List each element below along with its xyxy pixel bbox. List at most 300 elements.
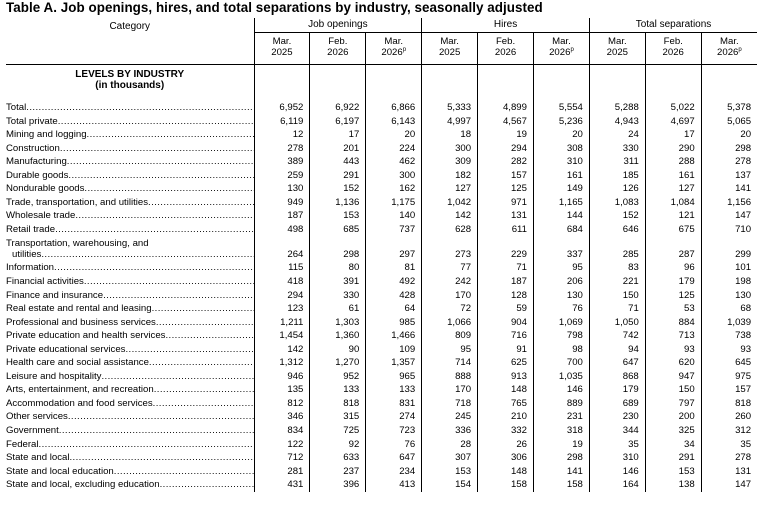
period-month: Mar.: [440, 36, 459, 47]
row-label: Professional and business services .....: [6, 316, 254, 330]
value-cell: 949: [254, 196, 310, 210]
value-cell: 1,211: [254, 316, 310, 330]
value-cell: 157: [701, 383, 757, 397]
table-header: [6, 18, 757, 65]
value-cell: 287: [645, 236, 701, 261]
value-cell: 714: [422, 356, 478, 370]
table-body: [6, 65, 757, 492]
row-label: Finance and insurance .....: [6, 289, 254, 303]
table-row: [6, 451, 757, 465]
value-cell: 59: [478, 302, 534, 316]
value-cell: 131: [701, 465, 757, 479]
preliminary-marker: p: [738, 46, 742, 53]
value-cell: 281: [254, 465, 310, 479]
value-cell: 198: [701, 275, 757, 289]
value-cell: 1,156: [701, 196, 757, 210]
value-cell: 1,042: [422, 196, 478, 210]
value-cell: 1,357: [366, 356, 422, 370]
value-cell: 884: [645, 316, 701, 330]
row-label: Construction .....: [6, 142, 254, 156]
value-cell: 346: [254, 410, 310, 424]
value-cell: 675: [645, 223, 701, 237]
value-cell: 130: [533, 289, 589, 303]
value-cell: 6,952: [254, 101, 310, 115]
table-row: [6, 356, 757, 370]
value-cell: 831: [366, 397, 422, 411]
row-label: Retail trade .....: [6, 223, 254, 237]
value-cell: 72: [422, 302, 478, 316]
value-cell: 94: [589, 343, 645, 357]
value-cell: 765: [478, 397, 534, 411]
value-cell: 798: [533, 329, 589, 343]
value-cell: 142: [422, 209, 478, 223]
period-header: [310, 33, 366, 65]
group-header-hires: Hires: [422, 18, 590, 33]
value-cell: 224: [366, 142, 422, 156]
value-cell: 689: [589, 397, 645, 411]
value-cell: 723: [366, 424, 422, 438]
value-cell: 625: [478, 356, 534, 370]
table-row: [6, 196, 757, 210]
value-cell: 179: [589, 383, 645, 397]
value-cell: 19: [533, 438, 589, 452]
value-cell: 64: [366, 302, 422, 316]
category-header: Category: [6, 18, 254, 65]
value-cell: 210: [478, 410, 534, 424]
value-cell: 185: [589, 169, 645, 183]
period-month: Mar.: [384, 36, 404, 47]
table-row: [6, 128, 757, 142]
value-cell: 645: [701, 356, 757, 370]
value-cell: 229: [478, 236, 534, 261]
value-cell: 264: [254, 236, 310, 261]
value-cell: 141: [533, 465, 589, 479]
value-cell: 1,312: [254, 356, 310, 370]
value-cell: 975: [701, 370, 757, 384]
value-cell: 4,567: [478, 115, 534, 129]
value-cell: 95: [533, 261, 589, 275]
value-cell: 315: [310, 410, 366, 424]
value-cell: 297: [366, 236, 422, 261]
value-cell: 164: [589, 478, 645, 492]
value-cell: 77: [422, 261, 478, 275]
value-cell: 147: [701, 478, 757, 492]
table-row: [6, 169, 757, 183]
value-cell: 5,065: [701, 115, 757, 129]
row-label: Real estate and rental and leasing .....: [6, 302, 254, 316]
period-year: 2026: [327, 47, 349, 58]
value-cell: 153: [645, 465, 701, 479]
value-cell: 413: [366, 478, 422, 492]
value-cell: 20: [366, 128, 422, 142]
row-label: Private education and health services .....: [6, 329, 254, 343]
table-container: [6, 18, 757, 492]
period-month: Feb.: [495, 36, 516, 47]
value-cell: 237: [310, 465, 366, 479]
value-cell: 137: [701, 169, 757, 183]
table-row: [6, 343, 757, 357]
value-cell: 150: [589, 289, 645, 303]
value-cell: 274: [366, 410, 422, 424]
value-cell: 952: [310, 370, 366, 384]
value-cell: 391: [310, 275, 366, 289]
value-cell: 6,866: [366, 101, 422, 115]
value-cell: 142: [254, 343, 310, 357]
row-label-line1: Transportation, warehousing, and: [6, 238, 149, 250]
value-cell: 337: [533, 236, 589, 261]
value-cell: 647: [589, 356, 645, 370]
value-cell: 1,039: [701, 316, 757, 330]
value-cell: 1,165: [533, 196, 589, 210]
value-cell: 83: [589, 261, 645, 275]
value-cell: 332: [478, 424, 534, 438]
value-cell: 125: [645, 289, 701, 303]
table-row: [6, 289, 757, 303]
value-cell: 971: [478, 196, 534, 210]
value-cell: 17: [310, 128, 366, 142]
table-row: [6, 302, 757, 316]
value-cell: 71: [478, 261, 534, 275]
value-cell: 92: [310, 438, 366, 452]
value-cell: 122: [254, 438, 310, 452]
row-label: Trade, transportation, and utilities .....: [6, 196, 254, 210]
period-header: [422, 33, 478, 65]
table-row: [6, 275, 757, 289]
value-cell: 133: [310, 383, 366, 397]
value-cell: 91: [478, 343, 534, 357]
row-label: Durable goods .....: [6, 169, 254, 183]
value-cell: 68: [701, 302, 757, 316]
row-label: [6, 236, 254, 261]
value-cell: 818: [310, 397, 366, 411]
period-header: [366, 33, 422, 65]
period-year: 2026: [662, 47, 684, 58]
value-cell: 5,333: [422, 101, 478, 115]
value-cell: 1,084: [645, 196, 701, 210]
value-cell: 310: [533, 155, 589, 169]
row-label: Total .....: [6, 101, 254, 115]
value-cell: 12: [254, 128, 310, 142]
group-header-job-openings: Job openings: [254, 18, 422, 33]
value-cell: 868: [589, 370, 645, 384]
value-cell: 947: [645, 370, 701, 384]
value-cell: 126: [589, 182, 645, 196]
value-cell: 306: [478, 451, 534, 465]
value-cell: 125: [478, 182, 534, 196]
value-cell: 797: [645, 397, 701, 411]
table-row: [6, 115, 757, 129]
value-cell: 148: [478, 465, 534, 479]
value-cell: 28: [422, 438, 478, 452]
value-cell: 144: [533, 209, 589, 223]
value-cell: 76: [366, 438, 422, 452]
jolts-table: [6, 18, 757, 492]
value-cell: 221: [589, 275, 645, 289]
value-cell: 170: [422, 289, 478, 303]
period-year: 2026$^p$: [381, 46, 407, 58]
value-cell: 336: [422, 424, 478, 438]
value-cell: 330: [310, 289, 366, 303]
value-cell: 904: [478, 316, 534, 330]
row-label: Wholesale trade .....: [6, 209, 254, 223]
value-cell: 179: [645, 275, 701, 289]
value-cell: 1,454: [254, 329, 310, 343]
value-cell: 818: [701, 397, 757, 411]
value-cell: 492: [366, 275, 422, 289]
period-month: Mar.: [272, 36, 292, 47]
table-row: [6, 209, 757, 223]
period-header: [478, 33, 534, 65]
value-cell: 206: [533, 275, 589, 289]
period-year: 2025: [606, 47, 628, 58]
value-cell: 98: [533, 343, 589, 357]
value-cell: 965: [366, 370, 422, 384]
value-cell: 285: [589, 236, 645, 261]
period-header: [701, 33, 757, 65]
value-cell: 809: [422, 329, 478, 343]
value-cell: 34: [645, 438, 701, 452]
value-cell: 18: [422, 128, 478, 142]
value-cell: 153: [310, 209, 366, 223]
value-cell: 5,378: [701, 101, 757, 115]
row-label-line2: utilities .....: [6, 249, 254, 260]
value-cell: 19: [478, 128, 534, 142]
period-year: 2026$^p$: [717, 46, 742, 58]
table-row: [6, 155, 757, 169]
value-cell: 154: [422, 478, 478, 492]
value-cell: 146: [589, 465, 645, 479]
value-cell: 716: [478, 329, 534, 343]
table-row: [6, 223, 757, 237]
value-cell: 158: [533, 478, 589, 492]
value-cell: 298: [533, 451, 589, 465]
value-cell: 101: [701, 261, 757, 275]
row-label: Arts, entertainment, and recreation .....: [6, 383, 254, 397]
value-cell: 1,136: [310, 196, 366, 210]
table-row: [6, 316, 757, 330]
levels-heading-title: LEVELS BY INDUSTRY: [75, 69, 185, 80]
value-cell: 131: [478, 209, 534, 223]
period-year: 2025: [271, 47, 293, 58]
value-cell: 5,022: [645, 101, 701, 115]
value-cell: 282: [478, 155, 534, 169]
value-cell: 278: [254, 142, 310, 156]
table-row: [6, 261, 757, 275]
value-cell: 5,288: [589, 101, 645, 115]
period-header: [645, 33, 701, 65]
value-cell: 294: [254, 289, 310, 303]
value-cell: 130: [701, 289, 757, 303]
value-cell: 611: [478, 223, 534, 237]
value-cell: 712: [254, 451, 310, 465]
table-row: [6, 424, 757, 438]
value-cell: 123: [254, 302, 310, 316]
row-label: Total private .....: [6, 115, 254, 129]
row-label: Information .....: [6, 261, 254, 275]
value-cell: 278: [701, 155, 757, 169]
value-cell: 273: [422, 236, 478, 261]
value-cell: 161: [533, 169, 589, 183]
value-cell: 1,360: [310, 329, 366, 343]
value-cell: 80: [310, 261, 366, 275]
value-cell: 5,236: [533, 115, 589, 129]
value-cell: 300: [366, 169, 422, 183]
value-cell: 646: [589, 223, 645, 237]
value-cell: 35: [701, 438, 757, 452]
period-header: [589, 33, 645, 65]
value-cell: 685: [310, 223, 366, 237]
value-cell: 291: [310, 169, 366, 183]
value-cell: 61: [310, 302, 366, 316]
value-cell: 985: [366, 316, 422, 330]
value-cell: 620: [645, 356, 701, 370]
table-row: [6, 478, 757, 492]
value-cell: 834: [254, 424, 310, 438]
period-month: Feb.: [663, 36, 683, 47]
value-cell: 1,083: [589, 196, 645, 210]
value-cell: 182: [422, 169, 478, 183]
value-cell: 300: [422, 142, 478, 156]
value-cell: 245: [422, 410, 478, 424]
value-cell: 170: [422, 383, 478, 397]
row-label: Manufacturing .....: [6, 155, 254, 169]
value-cell: 710: [701, 223, 757, 237]
value-cell: 1,303: [310, 316, 366, 330]
value-cell: 1,066: [422, 316, 478, 330]
value-cell: 141: [701, 182, 757, 196]
value-cell: 81: [366, 261, 422, 275]
value-cell: 725: [310, 424, 366, 438]
value-cell: 187: [254, 209, 310, 223]
period-year: 2026$^p$: [549, 46, 574, 58]
value-cell: 150: [645, 383, 701, 397]
row-label: Government .....: [6, 424, 254, 438]
value-cell: 130: [254, 182, 310, 196]
value-cell: 428: [366, 289, 422, 303]
row-label: Other services .....: [6, 410, 254, 424]
row-label: Private educational services .....: [6, 343, 254, 357]
value-cell: 294: [478, 142, 534, 156]
value-cell: 158: [478, 478, 534, 492]
value-cell: 200: [645, 410, 701, 424]
table-row: [6, 182, 757, 196]
value-cell: 298: [701, 142, 757, 156]
value-cell: 889: [533, 397, 589, 411]
value-cell: 161: [645, 169, 701, 183]
row-label: Leisure and hospitality .....: [6, 370, 254, 384]
value-cell: 812: [254, 397, 310, 411]
value-cell: 153: [422, 465, 478, 479]
period-year: 2026: [494, 47, 517, 58]
value-cell: 148: [478, 383, 534, 397]
value-cell: 737: [366, 223, 422, 237]
value-cell: 138: [645, 478, 701, 492]
value-cell: 718: [422, 397, 478, 411]
value-cell: 127: [422, 182, 478, 196]
table-row: [6, 438, 757, 452]
value-cell: 127: [645, 182, 701, 196]
value-cell: 6,922: [310, 101, 366, 115]
value-cell: 121: [645, 209, 701, 223]
value-cell: 4,899: [478, 101, 534, 115]
value-cell: 26: [478, 438, 534, 452]
table-row: [6, 383, 757, 397]
value-cell: 946: [254, 370, 310, 384]
table-row: [6, 101, 757, 115]
value-cell: 1,270: [310, 356, 366, 370]
row-label: State and local, excluding education .....: [6, 478, 254, 492]
value-cell: 17: [645, 128, 701, 142]
value-cell: 162: [366, 182, 422, 196]
value-cell: 299: [701, 236, 757, 261]
table-row: [6, 397, 757, 411]
row-label: Accommodation and food services .....: [6, 397, 254, 411]
row-label: Health care and social assistance .....: [6, 356, 254, 370]
value-cell: 93: [645, 343, 701, 357]
value-cell: 231: [533, 410, 589, 424]
period-month: Mar.: [720, 36, 739, 47]
levels-heading: [6, 65, 254, 96]
value-cell: 109: [366, 343, 422, 357]
value-cell: 230: [589, 410, 645, 424]
value-cell: 443: [310, 155, 366, 169]
value-cell: 242: [422, 275, 478, 289]
value-cell: 1,175: [366, 196, 422, 210]
period-header: [254, 33, 310, 65]
value-cell: 396: [310, 478, 366, 492]
value-cell: 288: [645, 155, 701, 169]
preliminary-marker: p: [570, 46, 574, 53]
value-cell: 234: [366, 465, 422, 479]
value-cell: 135: [254, 383, 310, 397]
value-cell: 4,697: [645, 115, 701, 129]
period-year: 2025: [438, 47, 461, 58]
value-cell: 140: [366, 209, 422, 223]
value-cell: 310: [589, 451, 645, 465]
table-row: [6, 410, 757, 424]
value-cell: 290: [645, 142, 701, 156]
value-cell: 278: [701, 451, 757, 465]
value-cell: 418: [254, 275, 310, 289]
value-cell: 71: [589, 302, 645, 316]
value-cell: 76: [533, 302, 589, 316]
value-cell: 20: [701, 128, 757, 142]
value-cell: 201: [310, 142, 366, 156]
row-label: Federal .....: [6, 438, 254, 452]
row-label: State and local education .....: [6, 465, 254, 479]
value-cell: 311: [589, 155, 645, 169]
value-cell: 1,069: [533, 316, 589, 330]
value-cell: 462: [366, 155, 422, 169]
table-row: [6, 236, 757, 261]
value-cell: 157: [478, 169, 534, 183]
value-cell: 309: [422, 155, 478, 169]
value-cell: 684: [533, 223, 589, 237]
value-cell: 95: [422, 343, 478, 357]
value-cell: 6,143: [366, 115, 422, 129]
value-cell: 389: [254, 155, 310, 169]
value-cell: 187: [478, 275, 534, 289]
value-cell: 713: [645, 329, 701, 343]
value-cell: 93: [701, 343, 757, 357]
value-cell: 1,035: [533, 370, 589, 384]
value-cell: 307: [422, 451, 478, 465]
value-cell: 20: [533, 128, 589, 142]
value-cell: 913: [478, 370, 534, 384]
period-month: Feb.: [328, 36, 348, 47]
levels-heading-units: (in thousands): [95, 80, 165, 91]
value-cell: 152: [310, 182, 366, 196]
